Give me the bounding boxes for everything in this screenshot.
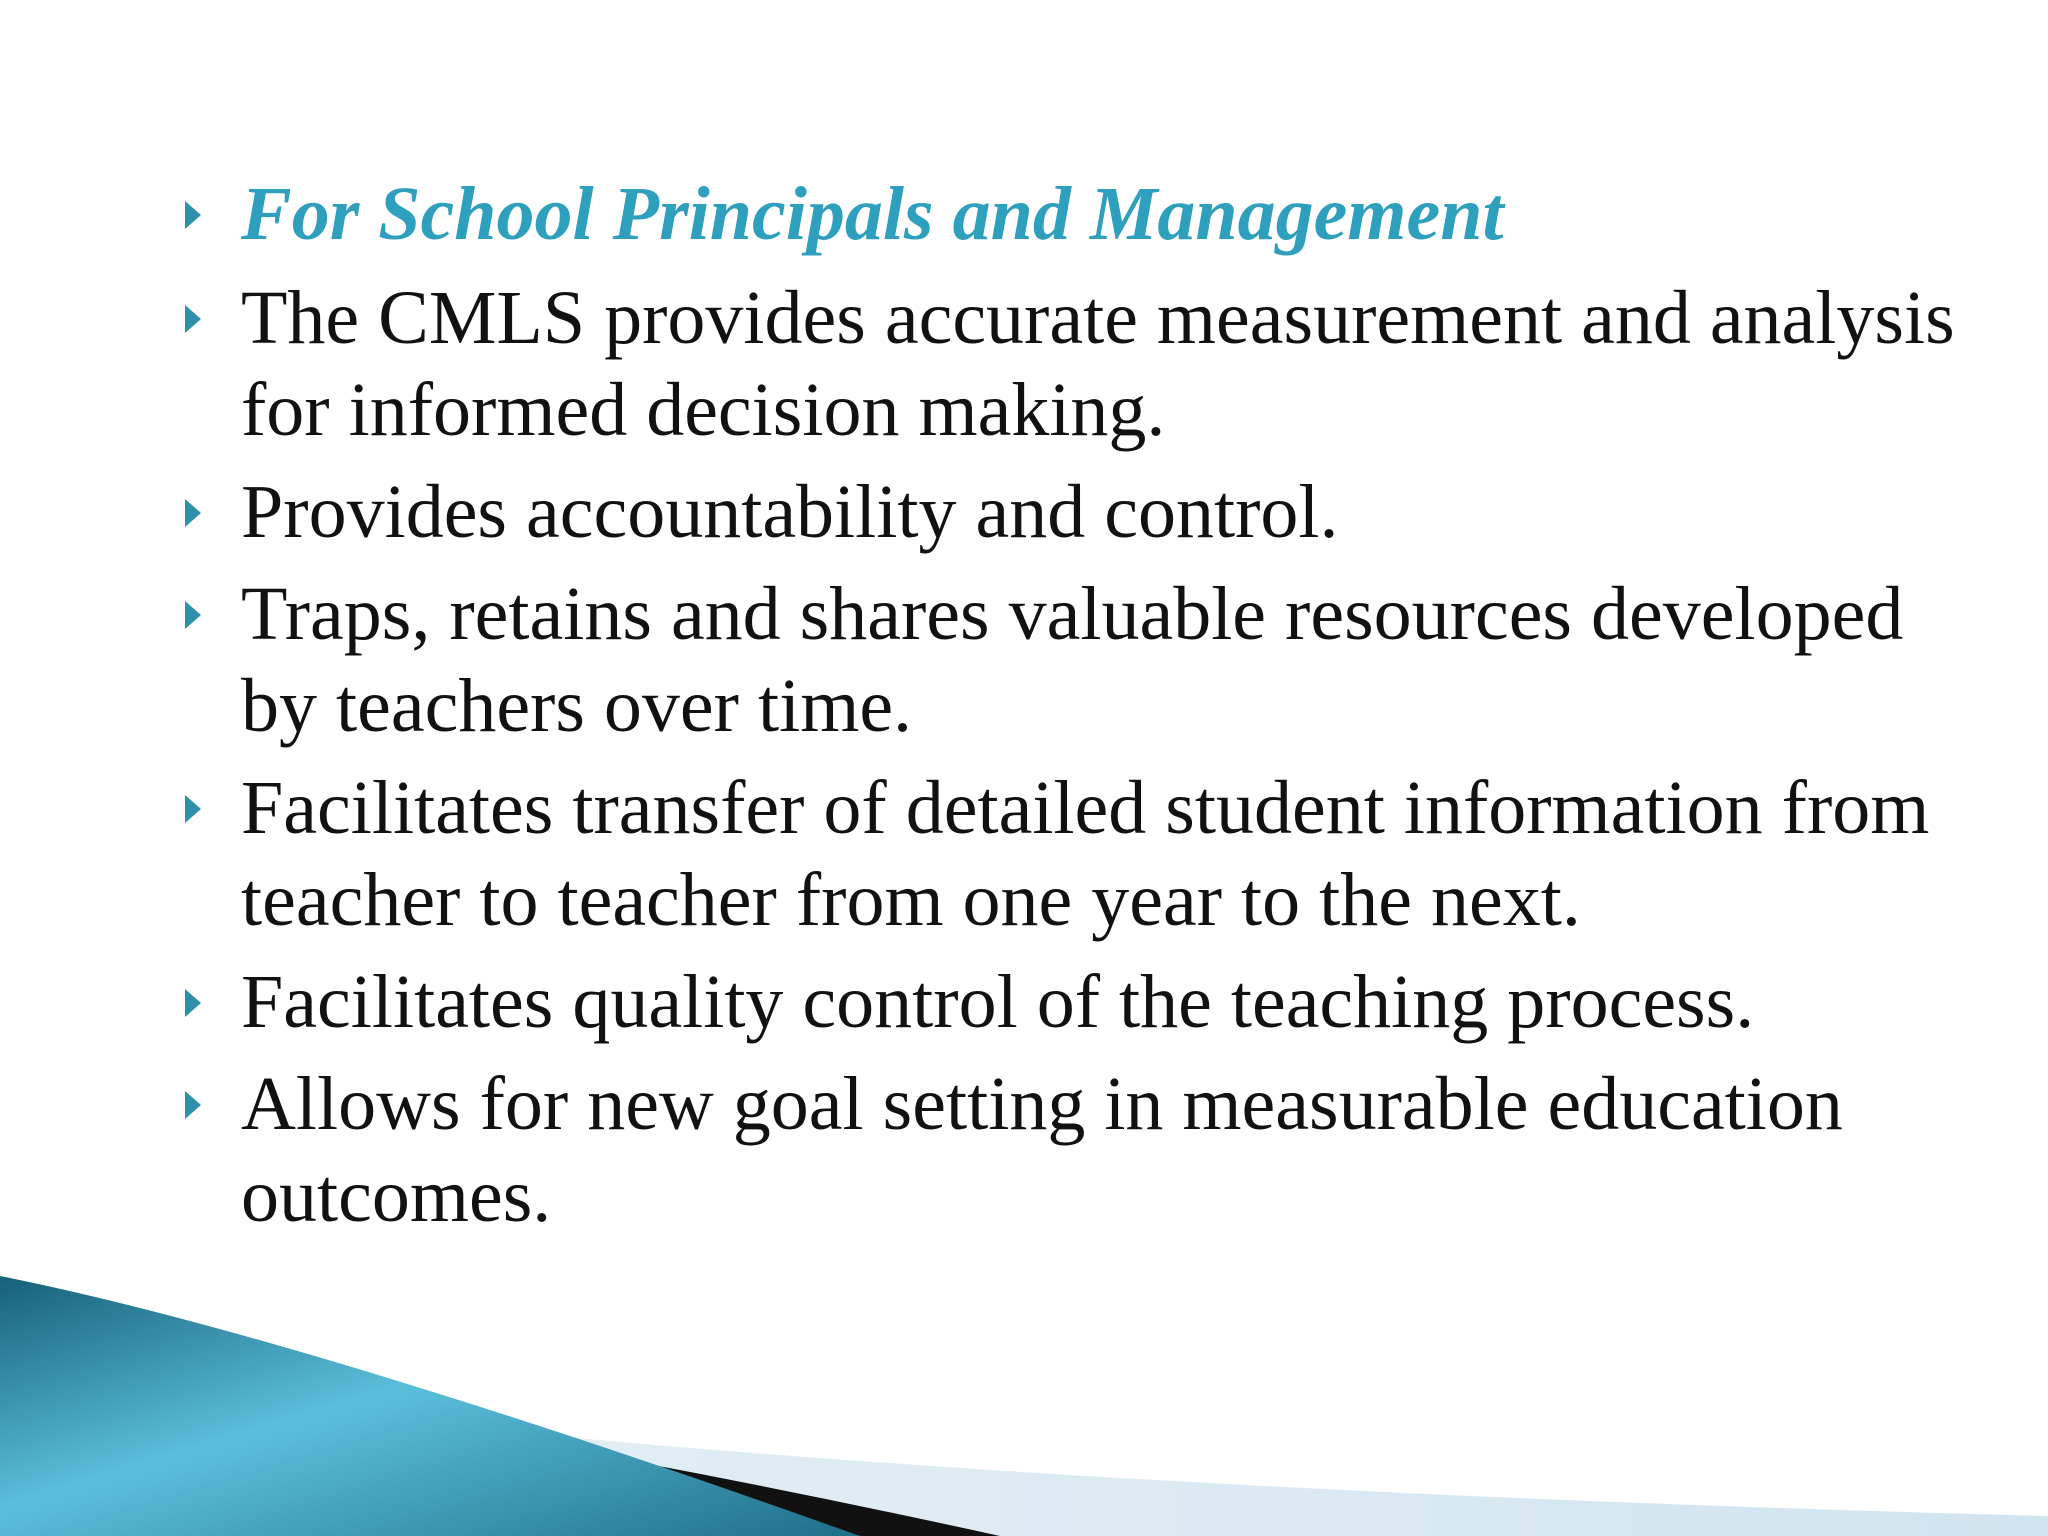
bullet-text: Facilitates quality control of the teaching process. [241,960,1755,1044]
bullet-item [185,272,1985,456]
triangle-right-icon [185,305,201,333]
triangle-right-icon [185,989,201,1017]
triangle-right-icon [185,601,201,629]
bullet-text: Provides accountability and control. [241,470,1339,554]
triangle-right-icon [185,499,201,527]
bullet-item [185,1058,1985,1242]
bullet-text: For School Principals and Management [241,172,1504,256]
bullet-item [185,762,1985,946]
bullet-item [185,466,1985,558]
decorative-swoosh [0,1276,2048,1536]
bullet-text: Facilitates transfer of detailed student information from teacher to teacher from one year to the next. [241,766,1930,942]
bullet-text: The CMLS provides accurate measurement and analysis for informed decision making. [241,276,1955,452]
bullet-list [185,168,1985,1252]
bullet-item [185,568,1985,752]
bullet-text: Allows for new goal setting in measurable education outcomes. [241,1062,1843,1238]
bullet-text: Traps, retains and shares valuable resources developed by teachers over time. [241,572,1904,748]
bullet-item [185,956,1985,1048]
triangle-right-icon [185,201,201,229]
triangle-right-icon [185,795,201,823]
bullet-item-heading [185,168,1985,260]
triangle-right-icon [185,1091,201,1119]
swoosh-blue-band [0,1276,860,1536]
